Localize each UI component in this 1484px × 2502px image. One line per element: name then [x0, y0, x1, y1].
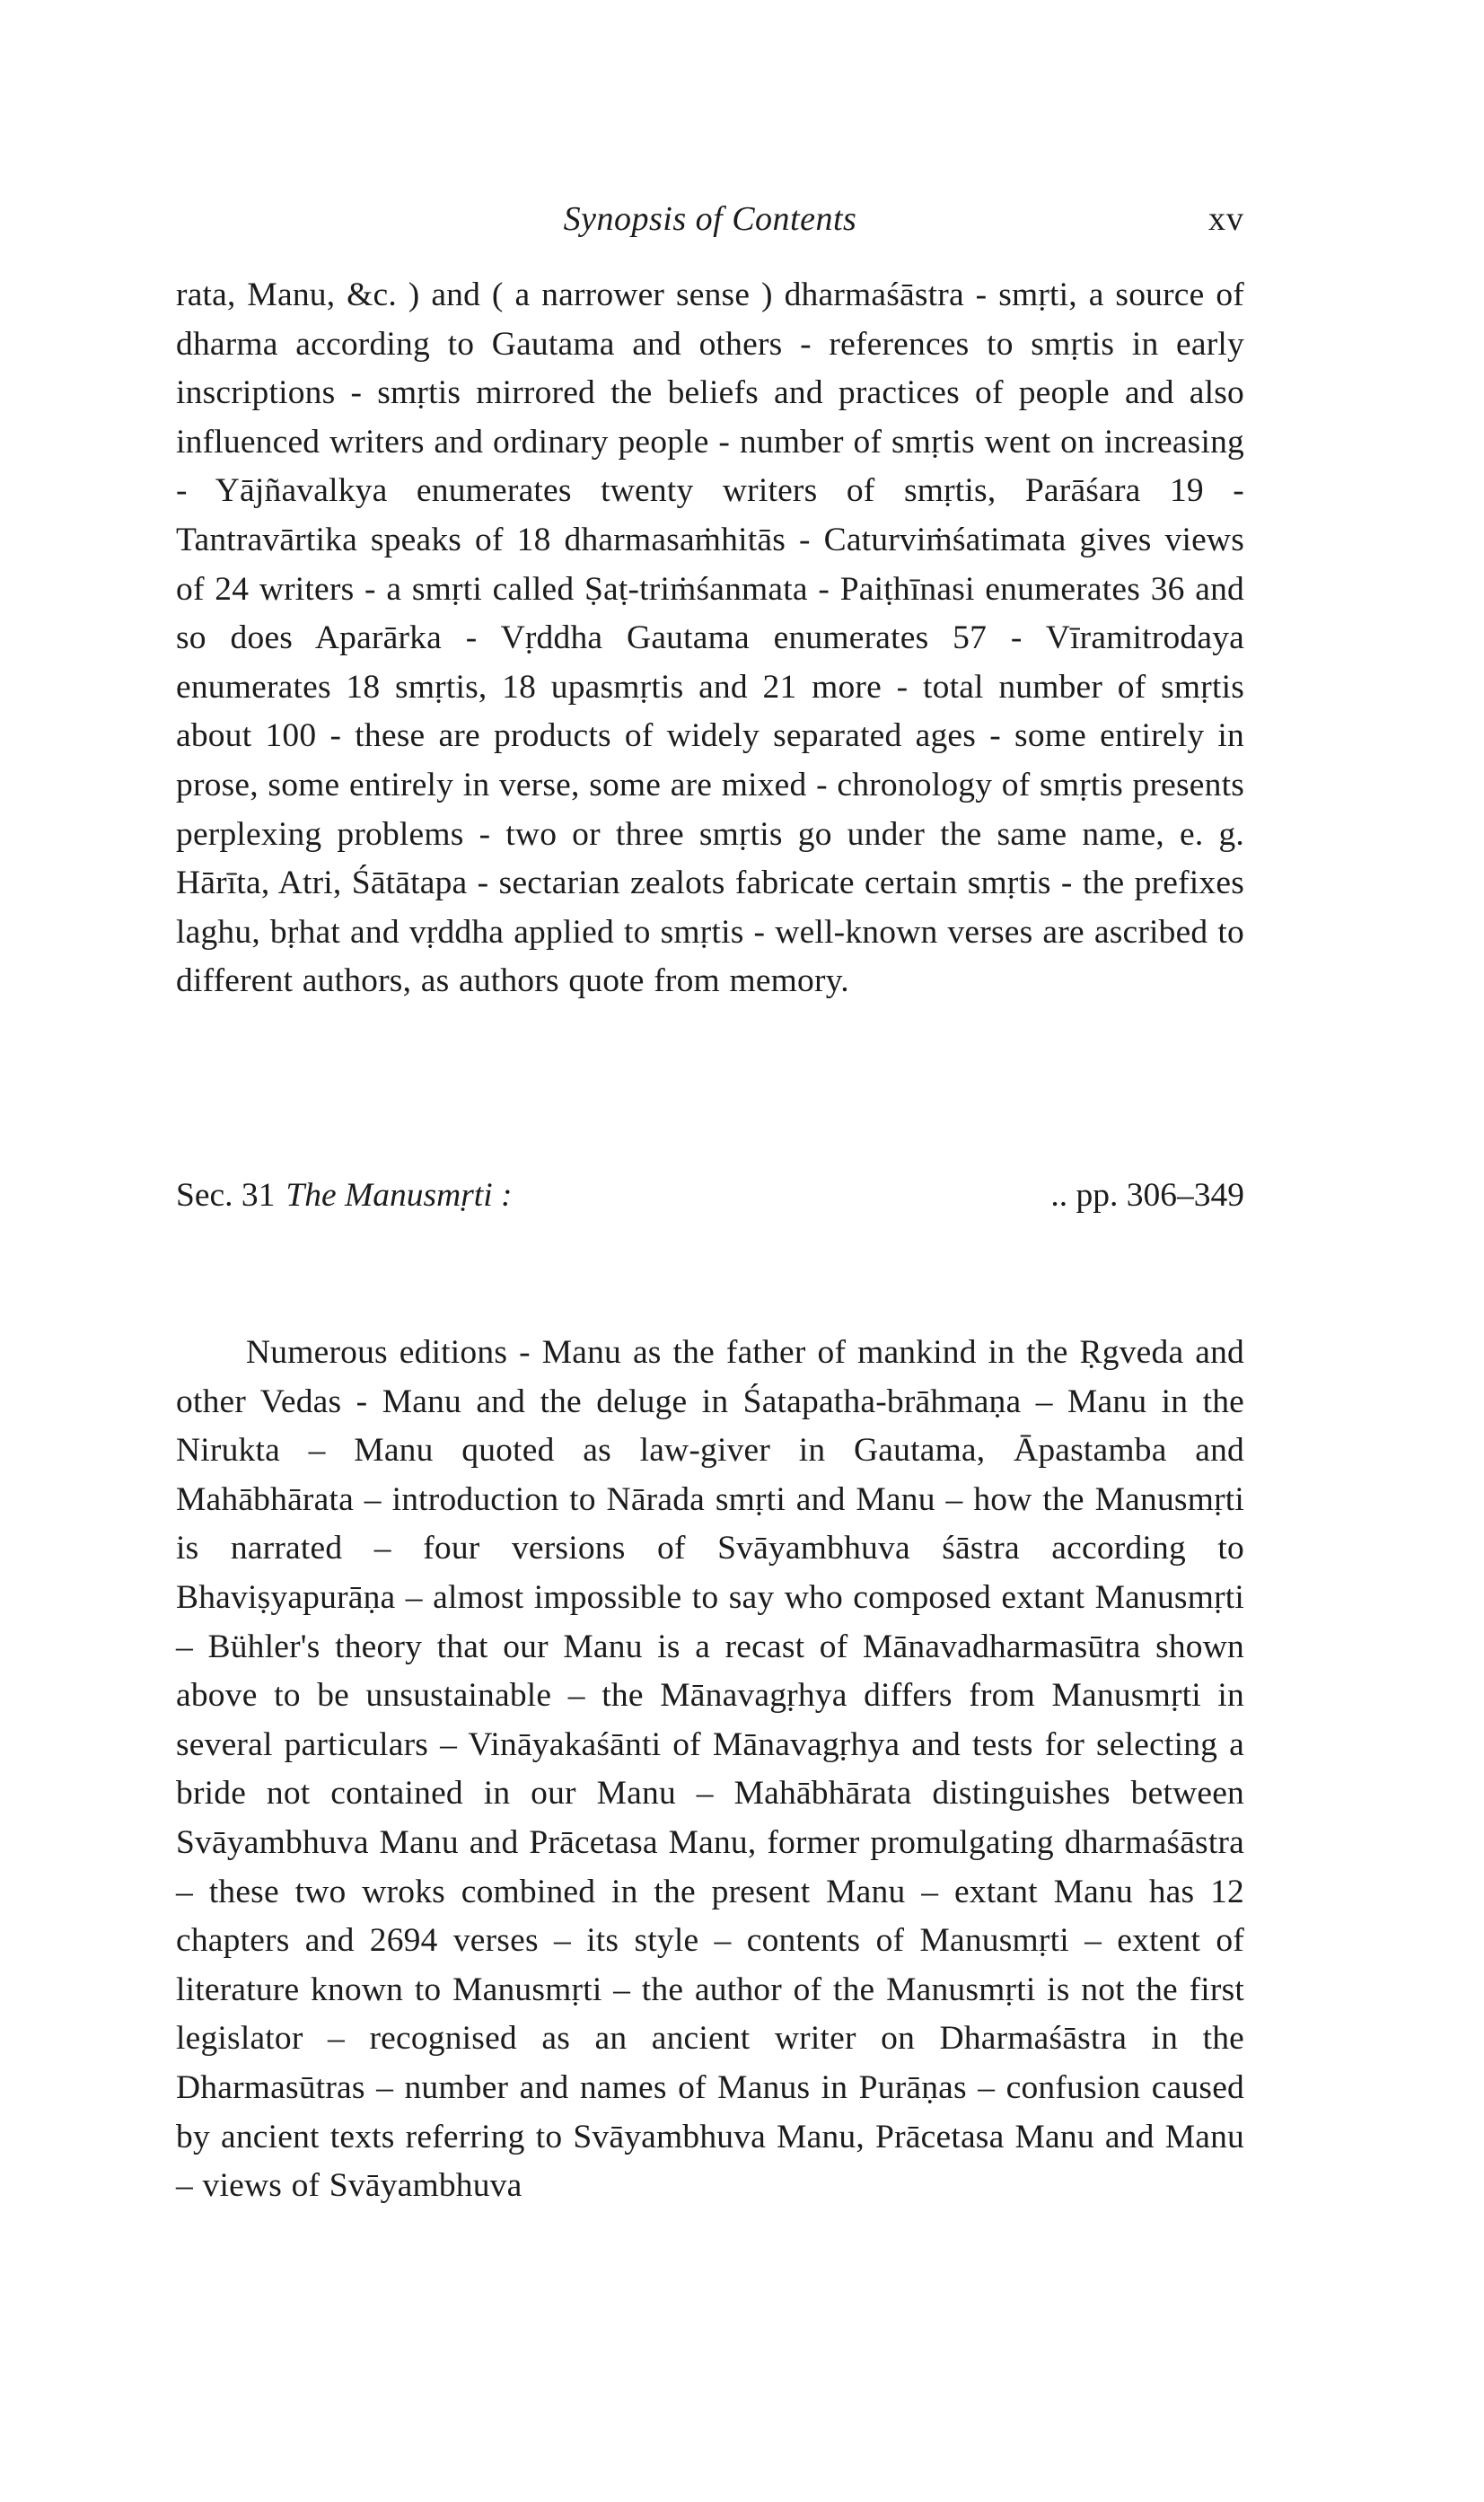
running-title: Synopsis of Contents: [563, 200, 857, 238]
section-heading: [176, 1176, 1244, 1221]
page-number: xv: [1208, 200, 1244, 238]
paragraph-manusmrti: Numerous editions - Manu as the father of mankind in the Ṛgveda and other Vedas - Manu and the deluge in Śatapatha-brāhmaṇa – Manu in the Nirukta – Manu quoted as law-giver in Gautama, Āpastamba and Mahābhārata – introduction to Nārada smṛti and Manu – how the Manusmṛti is narrated – four versions of Svāyambhuva śāstra according to Bhaviṣyapurāṇa – almost impossible to say who composed extant Manusmṛti – Bühler's theory that our Manu is a recast of Mānavadharmasūtra shown above to be unsustainable – the Mānavagṛhya differs from Manusmṛti in several particulars – Vināyakaśānti of Mānavagṛhya and tests for selecting a bride not contained in our Manu – Mahābhārata distinguishes between Svāyambhuva Manu and Prācetasa Manu, former promulgating dharmaśāstra – these two wroks combined in the present Manu – extant Manu has 12 chapters and 2694 verses – its style – contents of Manusmṛti – extent of literature known to Manusmṛti – the author of the Manusmṛti is not the first legislator – recognised as an ancient writer on Dharmaśāstra in the Dharmasūtras – number and names of Manus in Purāṇas – confusion caused by ancient texts referring to Svāyambhuva Manu, Prācetasa Manu and Manu – views of Svāyambhuva: [176, 1334, 1244, 2205]
paragraph-smrti-overview: rata, Manu, &c. ) and ( a narrower sense ) dharmaśāstra - smṛti, a source of dharma according to Gautama and others - references to smṛtis in early inscriptions - smṛtis mirrored the beliefs and practices of people and also influenced writers and ordinary people - number of smṛtis went on increasing - Yājñavalkya enumerates twenty writers of smṛtis, Parāśara 19 - Tantravārtika speaks of 18 dharmasaṁhitās - Caturviṁśatimata gives views of 24 writers - a smṛti called Ṣaṭ-triṁśanmata - Paiṭhīnasi enumerates 36 and so does Aparārka - Vṛddha Gautama enumerates 57 - Vīramitrodaya enumerates 18 smṛtis, 18 upasmṛtis and 21 more - total number of smṛtis about 100 - these are products of widely separated ages - some entirely in prose, some entirely in verse, some are mixed - chronology of smṛtis presents perplexing problems - two or three smṛtis go under the same name, e. g. Hārīta, Atri, Śātātapa - sectarian zealots fabricate certain smṛtis - the prefixes laghu, bṛhat and vṛddha applied to smṛtis - well-known verses are ascribed to different authors, as authors quote from memory.: [176, 277, 1244, 1000]
section-page-range: .. pp. 306–349: [1050, 1177, 1244, 1214]
section-title: The Manusmṛti :: [285, 1177, 513, 1214]
section-number: Sec. 31: [176, 1177, 276, 1214]
section-label-group: [176, 1176, 513, 1215]
running-head: [176, 199, 1244, 244]
